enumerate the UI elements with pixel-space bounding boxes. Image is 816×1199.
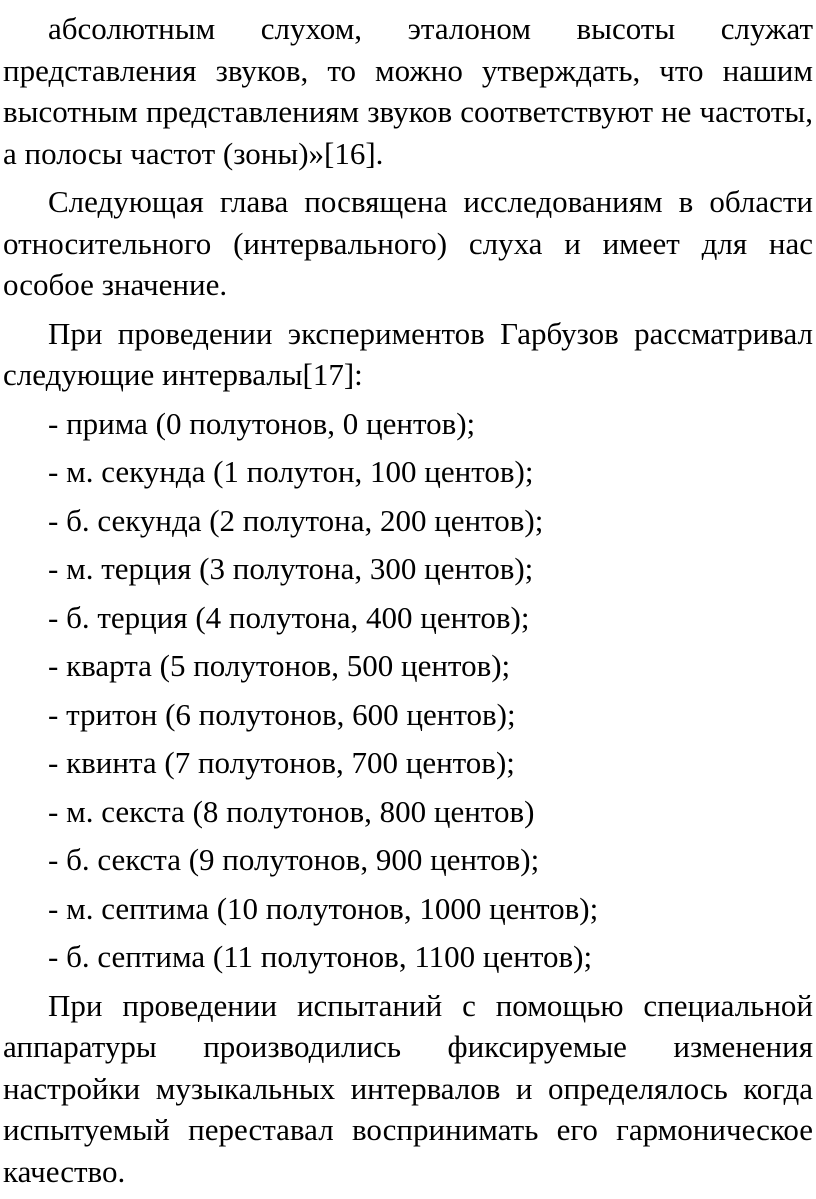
list-item: - м. септима (10 полутонов, 1000 центов); bbox=[48, 890, 599, 926]
list-item: - м. секунда (1 полутон, 100 центов); bbox=[48, 454, 534, 489]
list-item: - квинта (7 полутонов, 700 центов); bbox=[48, 745, 515, 780]
paragraph-experiments-intro: При проведении экспериментов Гарбузов рассматривал следующие интервалы[17]: bbox=[3, 315, 813, 392]
paragraph-next-chapter: Следующая глава посвящена исследованиям в области относительного (интервального) слуха и имеет для нас особое значение. bbox=[3, 184, 813, 302]
list-item: - кварта (5 полутонов, 500 центов); bbox=[48, 648, 511, 683]
list-item: - б. секунда (2 полутона, 200 центов); bbox=[48, 502, 544, 538]
paragraph-absolute-pitch: абсолютным слухом, эталоном высоты служат представления звуков, то можно утверждать, что нашим высотным представлениям звуков соответствуют не частоты, а полосы частот (зоны)»[16]. bbox=[3, 11, 813, 171]
document-page bbox=[3, 8, 813, 1199]
list-item: - м. терция (3 полутона, 300 центов); bbox=[48, 551, 534, 586]
list-item: - б. терция (4 полутона, 400 центов); bbox=[48, 599, 530, 635]
list-item: - б. секста (9 полутонов, 900 центов); bbox=[48, 842, 540, 877]
interval-list bbox=[3, 403, 813, 978]
list-item: - б. септима (11 полутонов, 1100 центов); bbox=[48, 939, 593, 974]
list-item: - м. секста (8 полутонов, 800 центов) bbox=[48, 793, 535, 829]
list-item: - тритон (6 полутонов, 600 центов); bbox=[48, 696, 516, 732]
list-item: - прима (0 полутонов, 0 центов); bbox=[48, 405, 476, 441]
paragraph-testing-apparatus: При проведении испытаний с помощью специальной аппаратуры производились фиксируемые изменения настройки музыкальных интервалов и определялось когда испытуемый переставал воспринимать его гармоническое качество. bbox=[3, 987, 813, 1189]
